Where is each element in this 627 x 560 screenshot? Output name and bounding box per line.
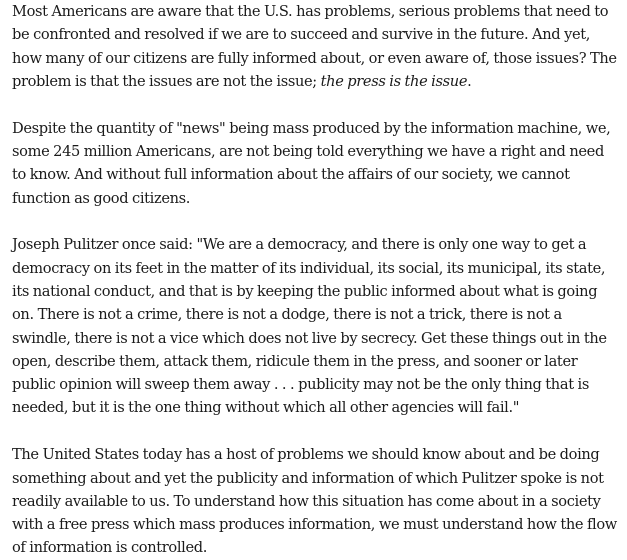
- paragraph-intro-text: Most Americans are aware that the U.S. has problems, serious problems that need to be confronted and resolved if we are to succeed and survive in the future. And yet, how many of our citizens are fully informed about, or even aware of, those issues? The problem is that the issues are not the issue;: [12, 3, 617, 90]
- paragraph-intro-emphasis: the press is the issue: [320, 72, 468, 90]
- paragraph-intro-tail: .: [467, 72, 472, 90]
- paragraph-intro: [12, 0, 617, 93]
- paragraph-news-quantity: Despite the quantity of "news" being mass produced by the information machine, we, some 245 million Americans, are not being told everything we have a right and need to know. And without full information about the affairs of our society, we cannot function as good citizens.: [12, 119, 611, 207]
- paragraph-pulitzer-quote: Joseph Pulitzer once said: "We are a democracy, and there is only one way to get a democracy on its feet in the matter of its individual, its social, its municipal, its state, its national conduct, and that is by keeping the public informed about what is going on. There is not a crime, there is not a dodge, there is not a trick, there is not a swindle, there is not a vice which does not live by secrecy. Get these things out in the open, describe them, attack them, ridicule them in the press, and sooner or later public opinion will sweep them away . . . publicity may not be the only thing that is needed, but it is the one thing without which all other agencies will fail.": [12, 236, 607, 417]
- paragraph-information-flow: The United States today has a host of problems we should know about and be doing something about and yet the publicity and information of which Pulitzer spoke is not readily available to us. To understand how this situation has come about in a society with a free press which mass produces information, we must understand how the flow of information is controlled.: [12, 446, 617, 557]
